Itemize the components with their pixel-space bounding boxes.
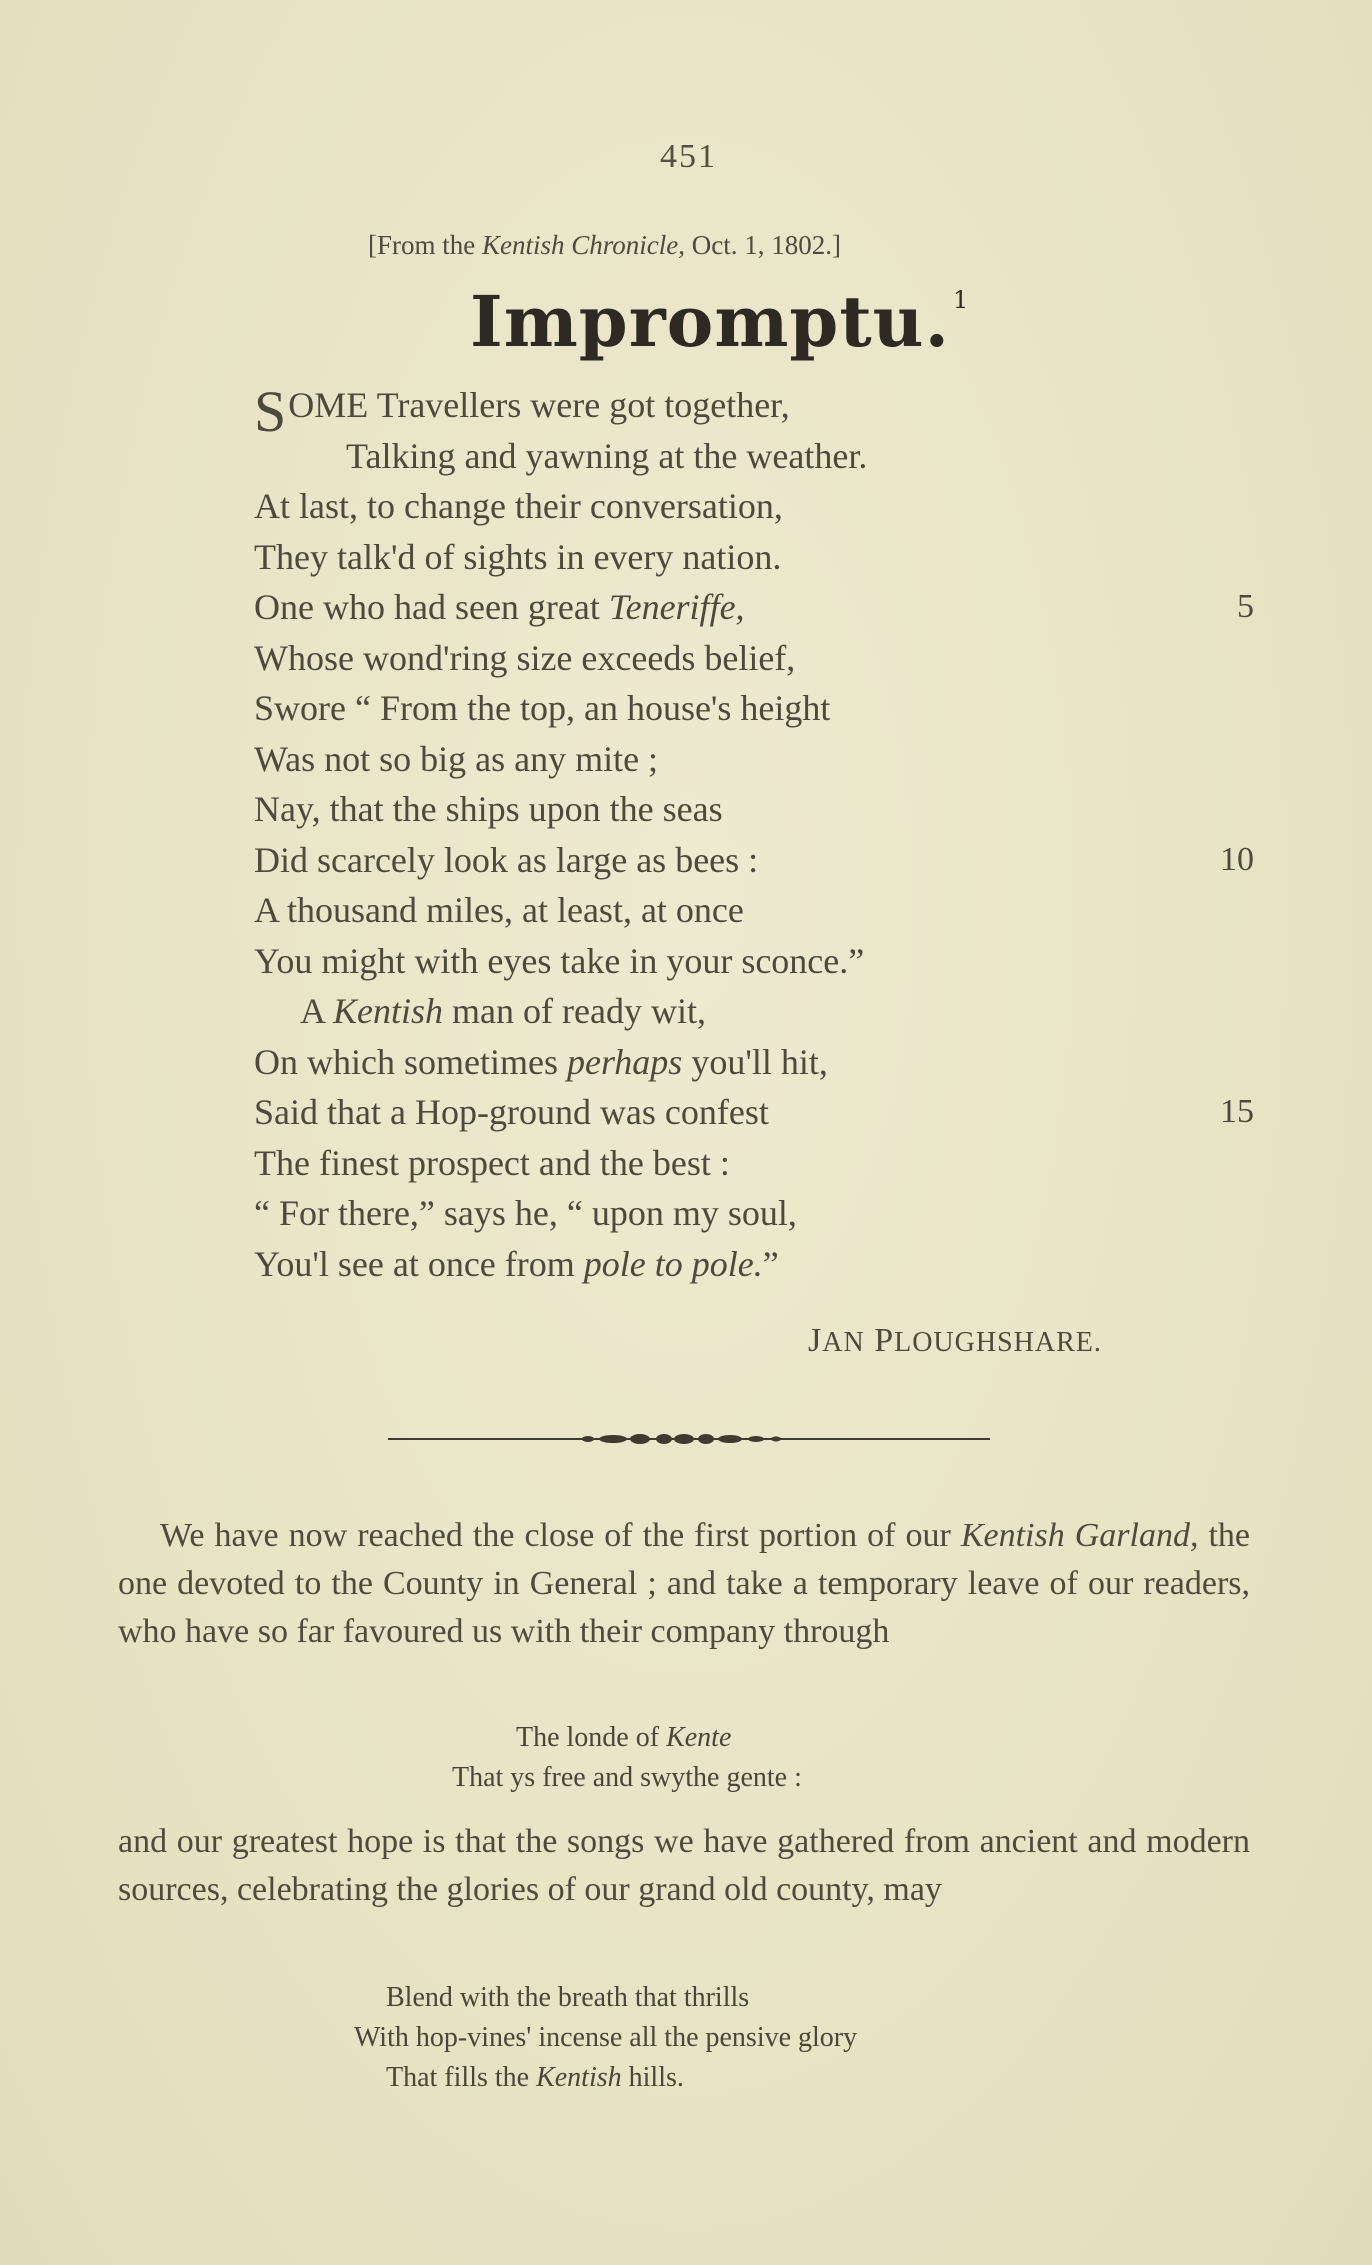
poem-line [254,1087,1264,1138]
verse-italic: Kente [666,1722,732,1753]
poem-line [254,379,1264,444]
poem-line [254,1037,1264,1088]
verse-text: That fills the [386,2062,537,2093]
poem-line-text: On which sometimes [254,1041,567,1082]
line-number: 15 [1220,1093,1254,1130]
paragraph-text: We have now reached the close of the first portion of our [160,1517,951,1554]
poem-line-text: Was not so big as any mite ; [254,738,659,779]
source-prefix: [From the [368,230,482,260]
closing-paragraph-2: and our greatest hope is that the songs we have gathered from ancient and modern sources, celebrating the glories of our grand old county, may [118,1823,1250,1908]
paragraph-text: the one devoted to the County in General ; and take a temporary leave of our readers, who have so far favoured us with their company through [118,1517,1251,1650]
quoted-verse-line: Blend with the breath that thrills [386,1982,750,2013]
poem-line-text: You might with eyes take in your sconce.” [254,940,865,981]
poem-line-text: At last, to change their conversation, [254,486,783,526]
poem-line-text: Whose wond'ring size exceeds belief, [254,637,796,678]
quoted-verse-line [516,1718,731,1758]
poem-line [254,683,1264,734]
poem-line-text: A [300,991,334,1031]
poem-line [254,885,1264,936]
poem-line [254,481,1264,532]
poem-line-text: You'l see at once from [254,1243,584,1284]
poem-line [254,1188,1264,1239]
poem-line-text: They talk'd of sights in every nation. [254,536,782,577]
signature-smallcaps: LOUGHSHARE. [894,1327,1102,1358]
quoted-verse-line: With hop-vines' incense all the pensive glory [354,2022,858,2053]
closing-paragraph-1 [118,1512,1250,1656]
ornamental-divider [388,1432,990,1446]
poem-line-text: ” [762,1243,779,1284]
page-number: 451 [660,138,717,175]
poem-line-text: “ For there,” says he, “ upon my soul, [254,1193,797,1233]
poem-line [254,986,1264,1037]
poem-line-text: Talking and yawning at the weather. [346,435,868,476]
verse-text: hills. [621,2062,684,2093]
verse-text: The londe of [516,1722,667,1753]
source-citation [368,230,841,261]
poem-body [254,380,1264,1289]
footnote-mark: 1 [952,286,970,314]
paragraph-italic: Kentish Garland, [960,1517,1199,1554]
poem-line-text: man of ready wit, [443,991,706,1031]
poem-line [254,1239,1264,1290]
poem-line [254,1138,1264,1189]
poem-line-text: Did scarcely look as large as bees : [254,839,759,880]
quoted-verse-line: That ys free and swythe gente : [452,1762,802,1793]
poem-line-text: Said that a Hop-ground was confest [254,1092,769,1132]
poem-line-text: Swore “ From the top, an house's height [254,688,831,728]
verse-italic: Kentish [536,2062,622,2093]
poem-line [254,582,1264,633]
poem-line [254,431,1264,482]
poem-line-text: The finest prospect and the best : [254,1142,730,1183]
poem-line [254,835,1264,886]
poem-line-text: OME Travellers were got together, [288,385,790,425]
poem-line [254,532,1264,583]
line-number: 10 [1220,840,1254,878]
poem-title [470,280,969,363]
poem-line-italic: Teneriffe, [608,587,745,627]
line-number: 5 [1237,588,1254,625]
signature-initial: P [874,1322,895,1359]
signature-smallcaps: AN [822,1327,865,1358]
poem-line-italic: Kentish [333,991,444,1031]
source-date: Oct. 1, 1802.] [685,230,841,260]
poem-line-italic: pole to pole. [583,1243,763,1284]
poem-line [254,784,1264,835]
poem-line-text: A thousand miles, at least, at once [254,890,744,930]
poem-line-text: you'll hit, [682,1041,828,1082]
quoted-verse-line [386,2058,684,2098]
poem-line-text: One who had seen great [254,587,609,627]
poem-line-text: Nay, that the ships upon the seas [254,789,723,829]
poem-line [254,734,1264,785]
poem-line-italic: perhaps [566,1041,683,1082]
poem-title-text: Impromptu. [470,280,950,363]
poem-line [254,936,1264,987]
poem-line [254,633,1264,684]
source-publication: Kentish Chronicle, [482,230,685,260]
drop-cap: S [254,379,287,444]
signature-initial: J [808,1322,823,1359]
author-signature [808,1322,1102,1360]
